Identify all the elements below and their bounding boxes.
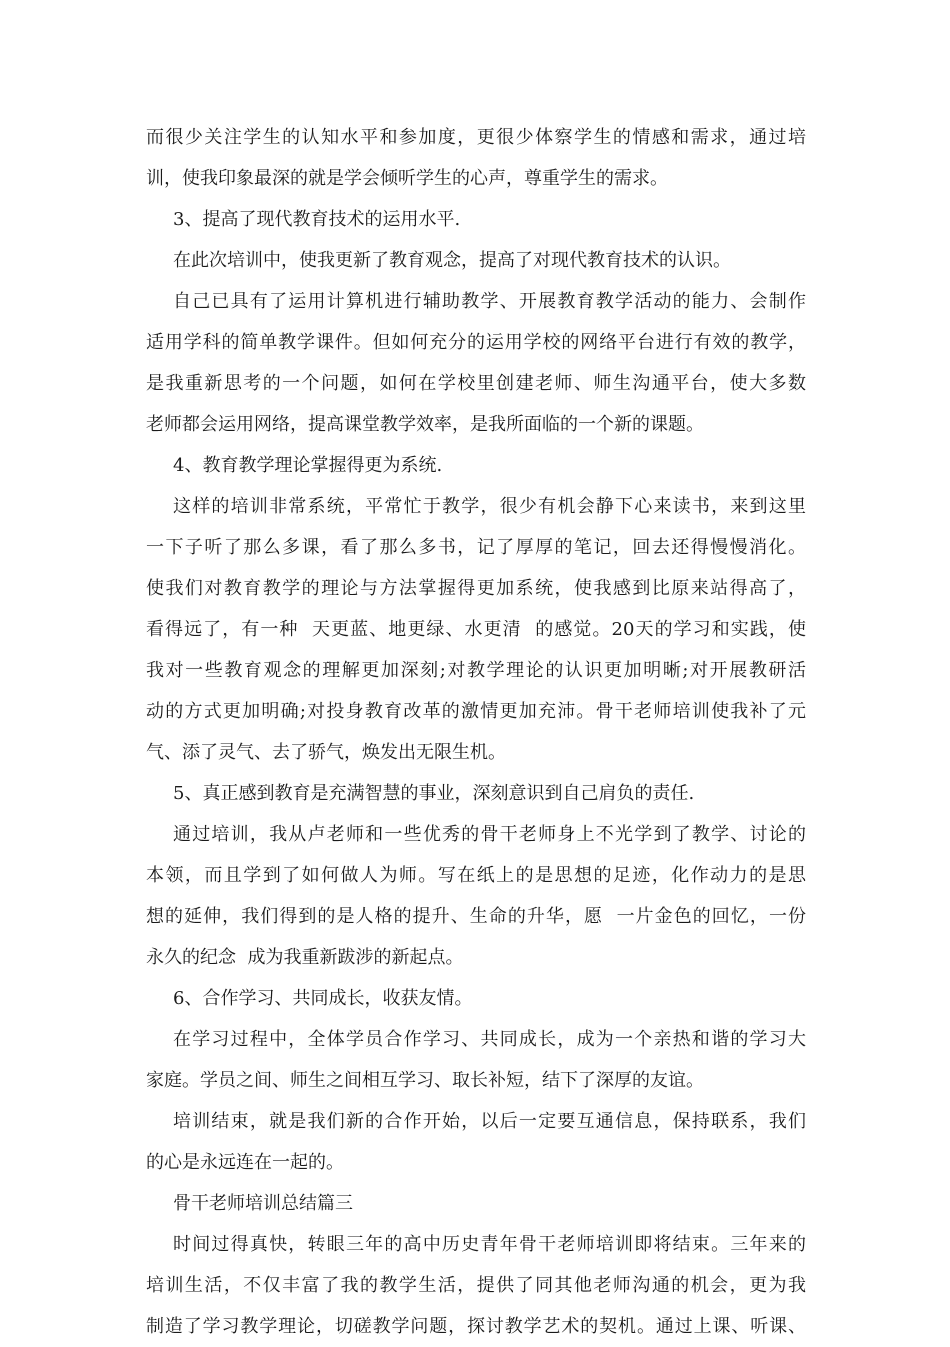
text-line: 时间过得真快，转眼三年的高中历史青年骨干老师培训即将结束。三年来的: [173, 1234, 806, 1255]
text-line: 训，使我印象最深的就是学会倾听学生的心声，尊重学生的需求。: [146, 168, 668, 189]
text-line: 本领，而且学到了如何做人为师。写在纸上的是思想的足迹，化作动力的是思: [146, 865, 806, 886]
text-line: 气、添了灵气、去了骄气，焕发出无限生机。: [146, 742, 506, 763]
text-line: 永久的纪念 成为我重新跋涉的新起点。: [146, 947, 464, 968]
section-heading: 6、合作学习、共同成长，收获友情。: [173, 988, 473, 1009]
text-line: 在学习过程中，全体学员合作学习、共同成长，成为一个亲热和谐的学习大: [173, 1029, 806, 1050]
text-line: 制造了学习教学理论，切磋教学问题，探讨教学艺术的契机。通过上课、听课、: [146, 1316, 806, 1337]
text-line: 想的延伸，我们得到的是人格的提升、生命的升华，愿 一片金色的回忆，一份: [146, 906, 806, 927]
text-line: 使我们对教育教学的理论与方法掌握得更加系统，使我感到比原来站得高了，: [146, 578, 806, 599]
text-line: 动的方式更加明确;对投身教育改革的激情更加充沛。骨干老师培训使我补了元: [146, 701, 806, 722]
text-line: 培训结束，就是我们新的合作开始，以后一定要互通信息，保持联系，我们: [173, 1111, 806, 1132]
text-line: 我对一些教育观念的理解更加深刻;对教学理论的认识更加明晰;对开展教研活: [146, 660, 806, 681]
text-line: 在此次培训中，使我更新了教育观念，提高了对现代教育技术的认识。: [173, 250, 731, 271]
section-heading: 5、真正感到教育是充满智慧的事业，深刻意识到自己肩负的责任.: [173, 783, 695, 804]
text-line: 家庭。学员之间、师生之间相互学习、取长补短，结下了深厚的友谊。: [146, 1070, 704, 1091]
text-line: 的心是永远连在一起的。: [146, 1152, 344, 1173]
section-heading: 3、提高了现代教育技术的运用水平.: [173, 209, 461, 230]
text-line: 这样的培训非常系统，平常忙于教学，很少有机会静下心来读书，来到这里: [173, 496, 806, 517]
text-line: 而很少关注学生的认知水平和参加度，更很少体察学生的情感和需求，通过培: [146, 127, 806, 148]
article-title: 骨干老师培训总结篇三: [173, 1193, 353, 1214]
text-line: 看得远了，有一种 天更蓝、地更绿、水更清 的感觉。20天的学习和实践，使: [146, 619, 806, 640]
text-line: 适用学科的简单教学课件。但如何充分的运用学校的网络平台进行有效的教学，: [146, 332, 806, 353]
text-line: 自己已具有了运用计算机进行辅助教学、开展教育教学活动的能力、会制作: [173, 291, 806, 312]
text-line: 一下子听了那么多课，看了那么多书，记了厚厚的笔记，回去还得慢慢消化。: [146, 537, 806, 558]
text-line: 老师都会运用网络，提高课堂教学效率，是我所面临的一个新的课题。: [146, 414, 704, 435]
text-line: 通过培训，我从卢老师和一些优秀的骨干老师身上不光学到了教学、讨论的: [173, 824, 806, 845]
section-heading: 4、教育教学理论掌握得更为系统.: [173, 455, 443, 476]
text-line: 是我重新思考的一个问题，如何在学校里创建老师、师生沟通平台，使大多数: [146, 373, 806, 394]
text-line: 培训生活，不仅丰富了我的教学生活，提供了同其他老师沟通的机会，更为我: [146, 1275, 806, 1296]
document-body: [146, 117, 806, 1347]
